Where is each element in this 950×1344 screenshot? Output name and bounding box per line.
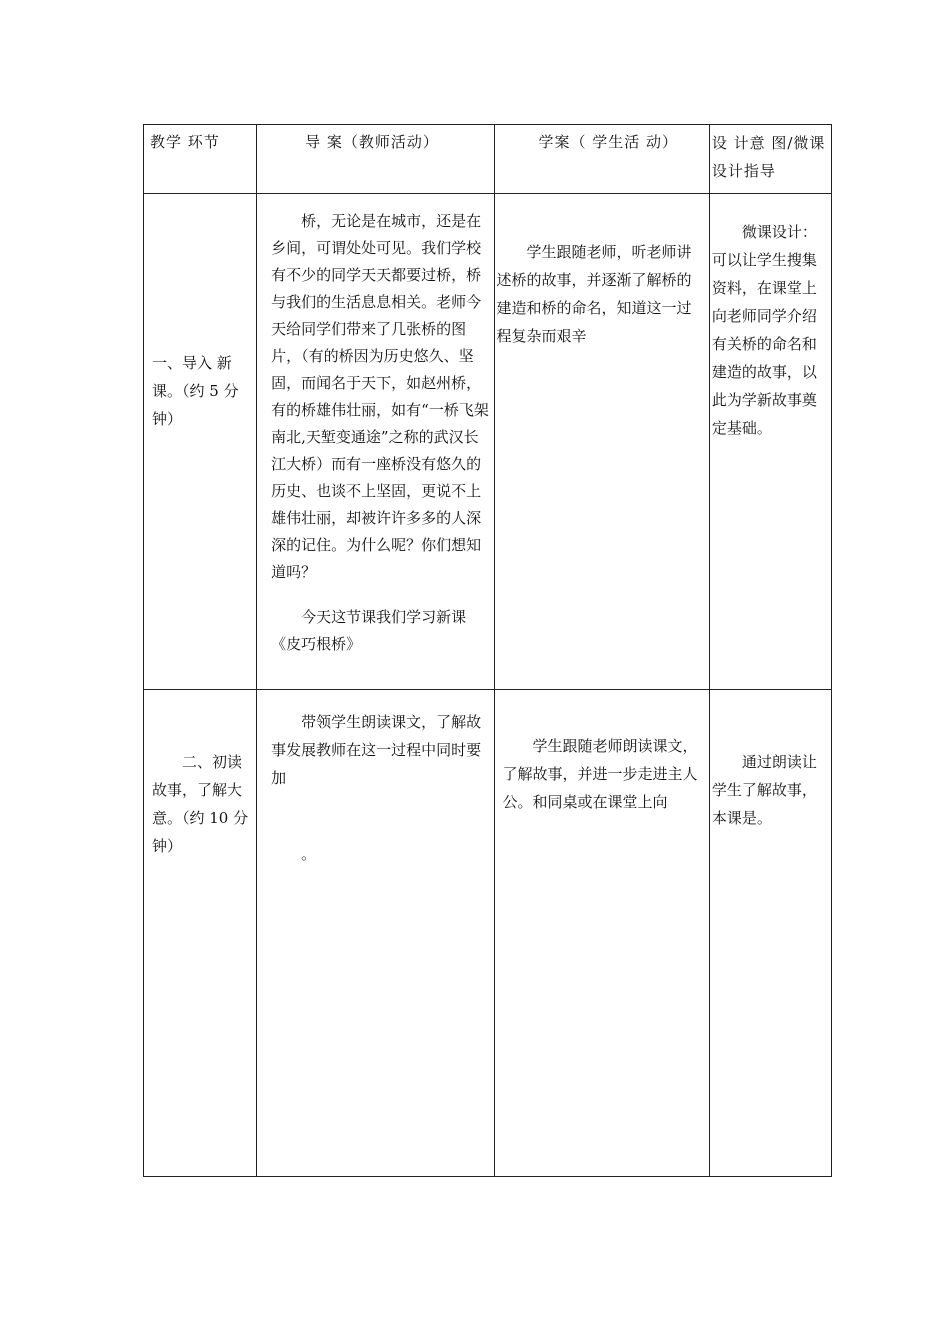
table-header-row: [144, 125, 832, 194]
cell-teacher: [257, 194, 494, 690]
header-cell-design: [709, 125, 831, 194]
teacher-paragraph: 。: [301, 845, 317, 863]
stage-text: 一、导入 新课。（约 5 分钟）: [152, 354, 239, 428]
lesson-plan-table: [143, 124, 832, 1177]
cell-stage: [144, 194, 257, 690]
header-teacher: 导 案（教师活动）: [305, 133, 439, 151]
header-stage: 教学 环节: [150, 133, 220, 151]
header-design: 设 计意 图/微课设计指导: [711, 134, 826, 180]
teacher-activity: [257, 194, 493, 658]
cell-teacher: [257, 690, 494, 1177]
header-student: 学案（ 学生活 动）: [538, 133, 679, 151]
student-activity: 学生跟随老师，听老师讲述桥的故事，并逐渐了解桥的建造和桥的命名，知道这一过程复杂而艰辛: [496, 243, 692, 345]
teacher-paragraph: 今天这节课我们学习新课《皮巧根桥》: [271, 608, 467, 653]
teacher-paragraph: 桥，无论是在城市，还是在乡间，可谓处处可见。我们学校有不少的同学天天都要过桥，桥与我们的生活息息相关。老师今天给同学们带来了几张桥的图片，（有的桥因为历史悠久、坚固，而闻名于天下，如赵州桥，有的桥雄伟壮丽，如有“一桥飞架南北,天堑变通途”之称的武汉长江大桥）而有一座桥没有悠久的历史、也谈不上坚固，更说不上雄伟壮丽，却被许许多多的人深深的记住。为什么呢？你们想知道吗？: [271, 212, 489, 581]
header-cell-student: [494, 125, 709, 194]
design-note: 微课设计：可以让学生搜集资料，在课堂上向老师同学介绍有关桥的命名和建造的故事，以此为学新故事奠定基础。: [711, 223, 817, 437]
stage-text: 二、初读故事，了解大意。（约 10 分钟）: [152, 753, 249, 855]
cell-stage: [144, 690, 257, 1177]
header-cell-teacher: [257, 125, 494, 194]
table-row: [144, 194, 832, 690]
table-row: [144, 690, 832, 1177]
cell-student: [494, 194, 709, 690]
design-note: 通过朗读让学生了解故事，本课是。: [711, 753, 817, 827]
header-cell-stage: [144, 125, 257, 194]
cell-design: [709, 194, 831, 690]
teacher-activity: [257, 690, 493, 868]
cell-design: [709, 690, 831, 1177]
cell-student: [494, 690, 709, 1177]
teacher-paragraph: 带领学生朗读课文，了解故事发展教师在这一过程中同时要加: [271, 713, 482, 787]
student-activity: 学生跟随老师朗读课文，了解故事，并进一步走进主人公。和同桌或在课堂上向: [502, 737, 698, 811]
